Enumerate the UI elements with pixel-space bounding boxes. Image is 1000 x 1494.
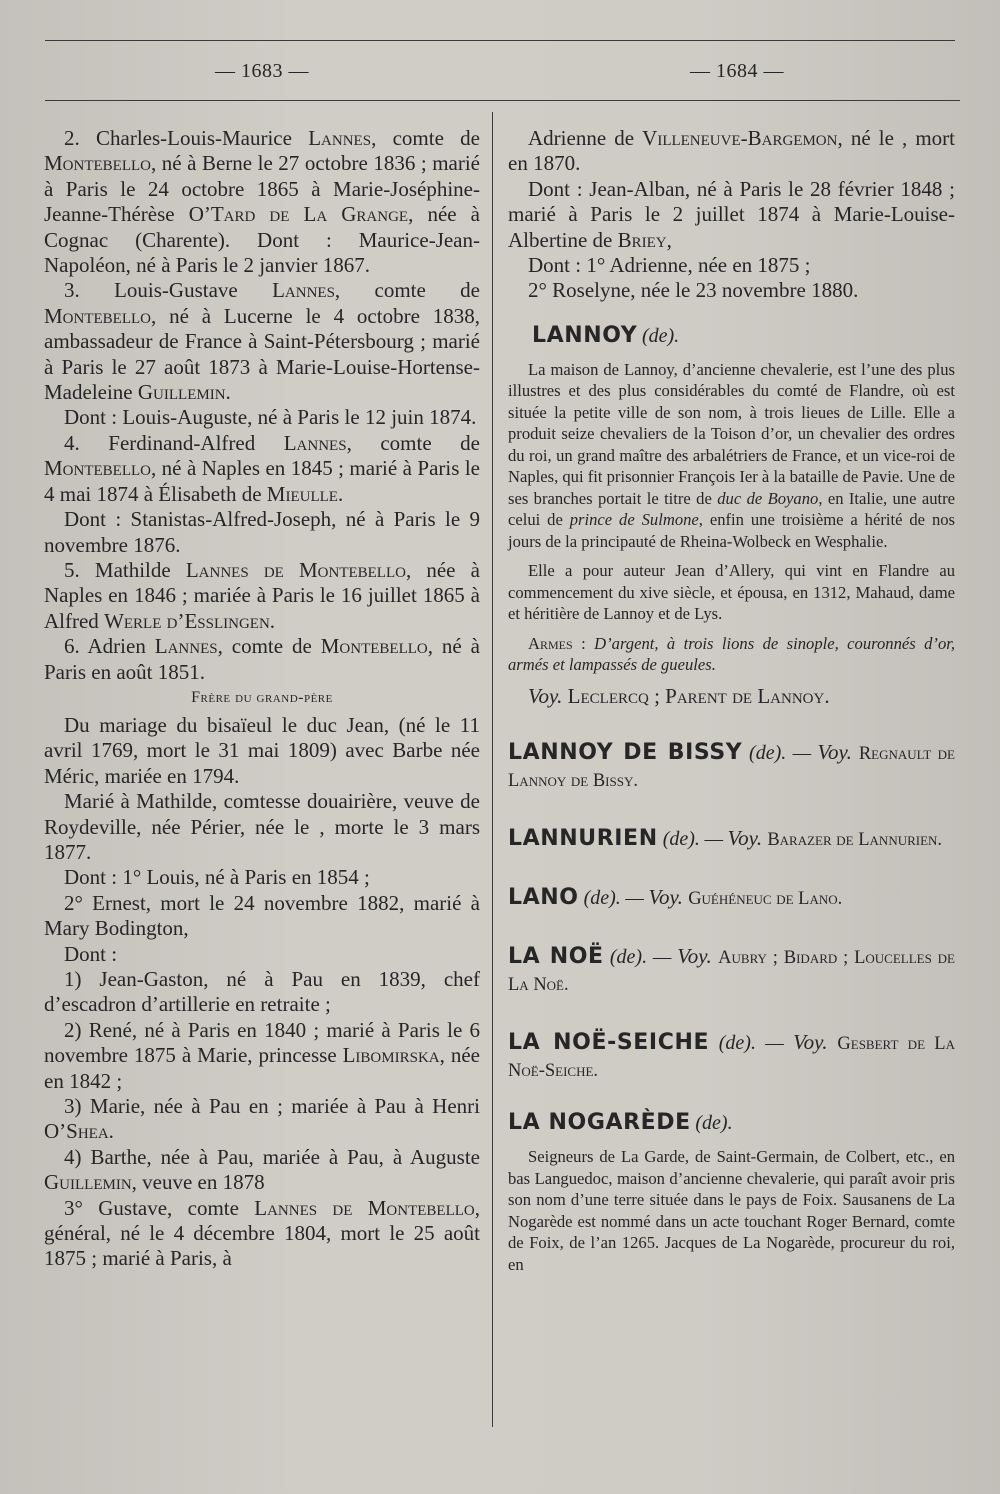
arms-label: Armes :	[528, 633, 586, 653]
entry-heading-la-nogarede	[508, 1109, 955, 1138]
page-number-right: — 1684 —	[690, 60, 784, 82]
paragraph: Dont : Stanistas-Alfred-Joseph, né à Paris le 9 novembre 1876.	[44, 507, 480, 557]
entry-particle: (de).	[657, 828, 700, 851]
lannoy-origin: Elle a pour auteur Jean d’Allery, qui vint en Flandre au commencement du xive siècle, et épousa, en 1312, Mahaud, dame et héritière de Lannoy et de Lys.	[508, 561, 955, 624]
paragraph: 2) René, né à Paris en 1840 ; marié à Paris le 6 novembre 1875 à Marie, princesse Libomirska, née en 1842 ;	[44, 1017, 480, 1093]
entry-particle: (de).	[695, 1112, 733, 1135]
entry-e1: LANNOY DE BISSY (de). — Voy. Regnault de Lannoy de Bissy.	[508, 740, 955, 792]
entry-heading-lannoy	[508, 322, 955, 351]
entry-particle: (de).	[709, 1032, 756, 1055]
paragraph: 2° Ernest, mort le 24 novembre 1882, marié à Mary Bodington,	[44, 890, 480, 941]
entry-reference: Aubry ; Bidard ; Loucelles de La Noë.	[508, 948, 955, 996]
entry-e5: LA NOË-SEICHE (de). — Voy. Gesbert de La Noë-Seiche.	[508, 1030, 955, 1082]
paragraph: Dont :	[64, 941, 118, 966]
paragraph: Du mariage du bisaïeul le duc Jean, (né le 11 avril 1769, mort le 31 mai 1809) avec Barbe née Méric, mariée en 1794.	[44, 712, 480, 788]
entry-title: LANNOY	[532, 322, 638, 348]
entries-list	[508, 709, 955, 1085]
entry-e2: LANNURIEN (de). — Voy. Barazer de Lannurien.	[508, 826, 943, 852]
entry-e4: LA NOË (de). — Voy. Aubry ; Bidard ; Loucelles de La Noë.	[508, 944, 955, 996]
paragraph: Dont : Jean-Alban, né à Paris le 28 février 1848 ; marié à Paris le 2 juillet 1874 à Marie-Louise-Albertine de Briey,	[508, 176, 955, 252]
paragraph: Adrienne de Villeneuve-Bargemon, né le , mort en 1870.	[508, 126, 955, 176]
paragraph: Marié à Mathilde, comtesse douairière, veuve de Roydeville, née Périer, née le , morte le 3 mars 1877.	[44, 789, 480, 864]
lannoy-description: La maison de Lannoy, d’ancienne chevalerie, est l’une des plus illustres et des plus considérables du comté de Flandre, où est située la petite ville de son nom, à trois lieues de Lille. Elle a produit seize chevaliers de la Toison d’or, un chevalier des ordres du roi, un grand maître des arbalétriers de France, et un vice-roi de Naples, qui fit prisonnier François Ier à la bataille de Pavie. Une de ses branches portait le titre de duc de Boyano, en Italie, une autre celui de prince de Sulmone, enfin une troisième a hérité de nos jours de la principauté de Rheina-Wolbeck en Wesphalie.	[508, 359, 956, 551]
paragraph: 1) Jean-Gaston, né à Pau en 1839, chef d’escadron d’artillerie en retraite ;	[44, 967, 480, 1017]
paragraph: 3. Louis-Gustave Lannes, comte de Montebello, né à Lucerne le 4 octobre 1838, ambassadeur de France à Saint-Pétersbourg ; marié à Paris le 27 août 1873 à Marie-Louise-Hortense-Madeleine Guillemin.	[44, 278, 480, 405]
top-rule	[45, 40, 955, 41]
entry-reference: Regnault de Lannoy de Bissy.	[508, 744, 955, 792]
entry-reference: Barazer de Lannurien.	[767, 830, 943, 851]
entry-particle: (de).	[603, 946, 648, 969]
entry-particle: (de).	[742, 742, 787, 765]
entry-title: LA NOË-SEICHE	[508, 1030, 710, 1056]
paragraph: 3) Marie, née à Pau en ; mariée à Pau à Henri O’Shea.	[44, 1094, 480, 1144]
section-subheading: Frère du grand-père	[191, 688, 333, 706]
paragraph: 2° Roselyne, née le 23 novembre 1880.	[528, 278, 859, 303]
paragraph: Dont : 1° Adrienne, née en 1875 ;	[528, 253, 811, 278]
la-nogarede-description: Seigneurs de La Garde, de Saint-Germain, de Colbert, etc., en bas Languedoc, maison d’ancienne chevalerie, qui paraît avoir pris son nom d’une terre située dans le pays de Foix. Sausanens de La Nogarède est nommé dans un acte touchant Roger Bernard, comte de Foix, de l’an 1265. Jacques de La Nogarède, procureur du roi, en	[508, 1147, 955, 1274]
entry-title: LANNOY DE BISSY	[508, 740, 743, 766]
entry-reference: Guéhéneuc de Lano.	[688, 889, 843, 910]
lannoy-crossref: Voy. Leclercq ; Parent de Lannoy.	[528, 683, 830, 708]
paragraph: 5. Mathilde Lannes de Montebello, née à Naples en 1846 ; mariée à Paris le 16 juillet 1865 à Alfred Werle d’Esslingen.	[44, 557, 480, 633]
entry-particle: (de).	[578, 887, 621, 910]
entry-e3: LANO (de). — Voy. Guéhéneuc de Lano.	[508, 885, 843, 911]
paragraph: 6. Adrien Lannes, comte de Montebello, né à Paris en août 1851.	[44, 634, 480, 684]
paragraph: 4) Barthe, née à Pau, mariée à Pau, à Auguste Guillemin, veuve en 1878	[44, 1144, 480, 1195]
paragraph: 3° Gustave, comte Lannes de Montebello, général, né le 4 décembre 1804, mort le 25 août 1875 ; marié à Paris, à	[44, 1195, 480, 1271]
left-column	[44, 126, 480, 1272]
entry-title: LA NOGARÈDE	[508, 1110, 691, 1136]
page-number-left: — 1683 —	[215, 60, 309, 82]
lannoy-arms	[508, 633, 955, 676]
right-column	[508, 126, 955, 1275]
entry-title: LA NOË	[508, 944, 604, 970]
entry-title: LANNURIEN	[508, 826, 658, 852]
header-rule	[45, 100, 960, 101]
paragraph: Dont : Louis-Auguste, né à Paris le 12 juin 1874.	[64, 405, 477, 430]
column-divider	[492, 112, 493, 1427]
entry-title: LANO	[508, 885, 579, 911]
paragraph: 2. Charles-Louis-Maurice Lannes, comte de Montebello, né à Berne le 27 octobre 1836 ; marié à Paris le 24 octobre 1865 à Marie-Joséphine-Jeanne-Thérèse O’Tard de La Grange, née à Cognac (Charente). Dont : Maurice-Jean-Napoléon, né à Paris le 2 janvier 1867.	[44, 126, 480, 278]
paragraph: Dont : 1° Louis, né à Paris en 1854 ;	[64, 865, 370, 890]
entry-reference: Gesbert de La Noë-Seiche.	[508, 1034, 955, 1082]
paragraph: 4. Ferdinand-Alfred Lannes, comte de Montebello, né à Naples en 1845 ; marié à Paris le 4 mai 1874 à Élisabeth de Mieulle.	[44, 430, 480, 506]
arms-blazon: D’argent, à trois lions de sinople, couronnés d’or, armés et lampassés de gueules.	[508, 633, 956, 675]
entry-particle: (de).	[641, 324, 680, 347]
